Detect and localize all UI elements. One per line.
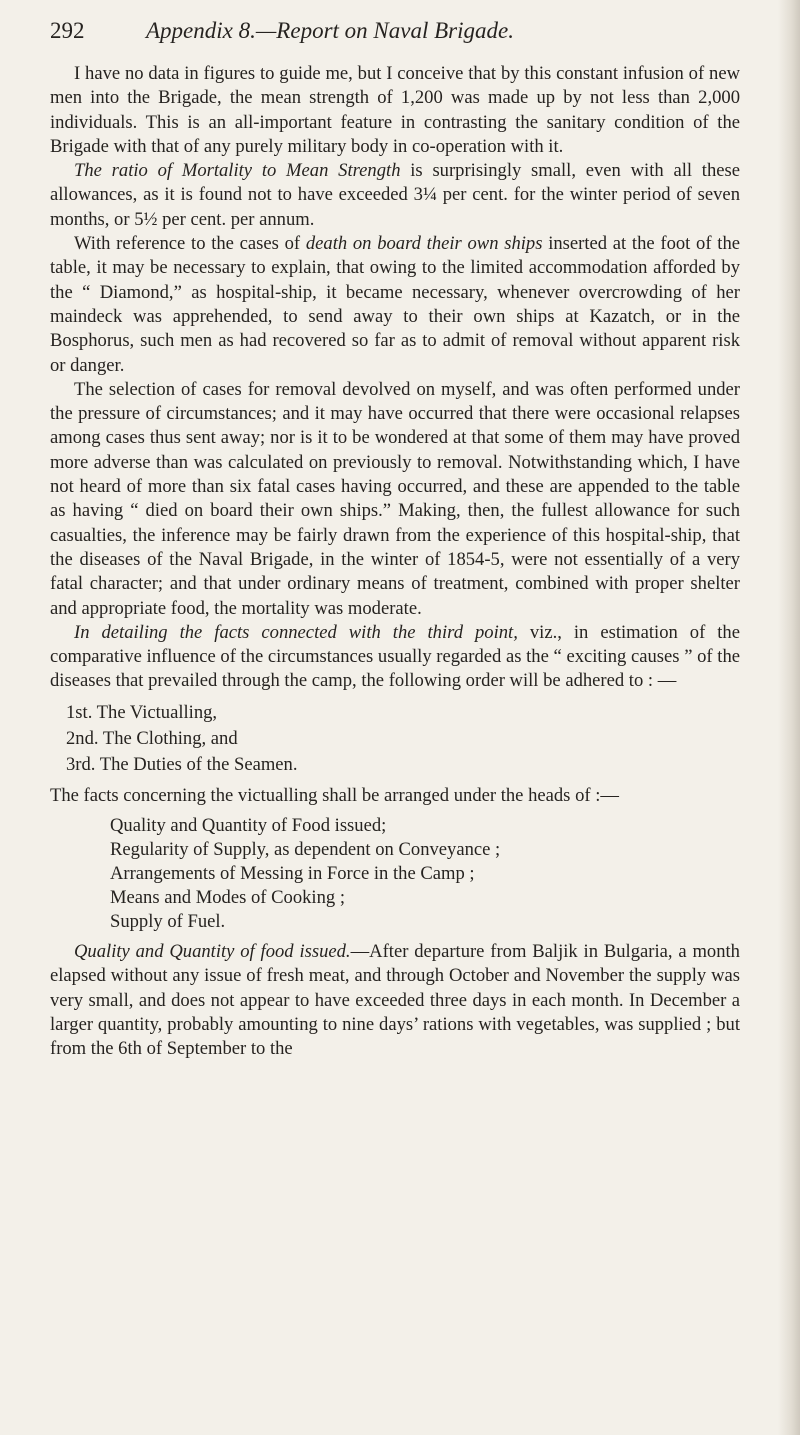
list-item: Supply of Fuel. (110, 911, 226, 933)
page-number: 292 (50, 18, 85, 43)
page-spine-shadow (778, 0, 800, 1435)
paragraph-3-a: With reference to the cases of (74, 233, 306, 255)
paragraph-2 (50, 159, 740, 232)
paragraph-3-b: inserted at the foot of the table, it may be necessary to explain, that owing to the limited accommodation afforded by the “ Diamond,” as hospital-ship, it became necessary, whenever overcrowding of her maindeck was apprehended, to send away to their own ships at Kazatch, or in the Bosphorus, such men as had recovered so far as to admit of removal without apparent risk or danger. (50, 233, 740, 376)
paragraph-6: The facts concerning the victualling shall be arranged under the heads of :— (50, 784, 619, 806)
paragraph-5-rest: viz., in estimation of the comparative influence of the circumstances usually regarded as the “ exciting causes ” of the diseases that prevailed through the camp, the following order will be adhered to : — (50, 621, 740, 692)
list-item: Quality and Quantity of Food issued; (110, 815, 387, 837)
paragraph-1: I have no data in figures to guide me, but I conceive that by this constant infusion of new men into the Brigade, the mean strength of 1,200 was made up by not less than 2,000 individuals. This is an all-important feature in contrasting the sanitary condition of the Brigade with that of any purely military body in co-operation with it. (50, 63, 740, 157)
paragraph-5 (50, 621, 740, 694)
list-item: 2nd. The Clothing, and (66, 727, 238, 749)
paragraph-5-lead: In detailing the facts connected with the third point, (74, 621, 518, 643)
page-header (50, 18, 740, 48)
list-item: 3rd. The Duties of the Seamen. (66, 753, 298, 775)
paragraph-7-rest: —After departure from Baljik in Bulgaria, a month elapsed without any issue of fresh meat, and through October and November the supply was very small, and does not appear to have exceeded three days in each month. In December a larger quantity, probably amounting to nine days’ rations with vegetables, was supplied ; but from the 6th of September to the (50, 941, 740, 1060)
paragraph-7 (50, 940, 740, 1061)
paragraph-3-lead: death on board their own ships (305, 233, 543, 255)
body-text (50, 62, 740, 1062)
paragraph-7-lead: Quality and Quantity of food issued. (74, 941, 351, 963)
list-item: Arrangements of Messing in Force in the Camp ; (110, 863, 475, 885)
paragraph-4: The selection of cases for removal devolved on myself, and was often performed under the pressure of circumstances; and it may have occurred that there were occasional relapses among cases thus sent away; nor is it to be wondered at that some of them may have proved more adverse than was calculated on previously to removal. Notwithstanding which, I have not heard of more than six fatal cases having occurred, and these are appended to the table as having “ died on board their own ships.” Making, then, the fullest allowance for such casualties, the inference may be fairly drawn from the experience of this hospital-ship, that the diseases of the Naval Brigade, in the winter of 1854-5, were not essentially of a very fatal character; and that under ordinary means of treatment, combined with proper shelter and appropriate food, the mortality was moderate. (50, 378, 740, 619)
paragraph-2-lead: The ratio of Mortality to Mean Strength (74, 160, 401, 182)
list-item: Means and Modes of Cooking ; (110, 887, 345, 909)
list-item: 1st. The Victualling, (66, 701, 218, 723)
heads-list (50, 814, 740, 934)
paragraph-3 (50, 232, 740, 378)
running-head: Appendix 8.—Report on Naval Brigade. (146, 18, 514, 43)
paragraph-2-rest: is surprisingly small, even with all these allowances, as it is found not to have exceeded 3¼ per cent. for the winter period of seven months, or 5½ per cent. per annum. (50, 160, 741, 230)
numbered-list (50, 700, 740, 778)
list-item: Regularity of Supply, as dependent on Conveyance ; (110, 839, 501, 861)
